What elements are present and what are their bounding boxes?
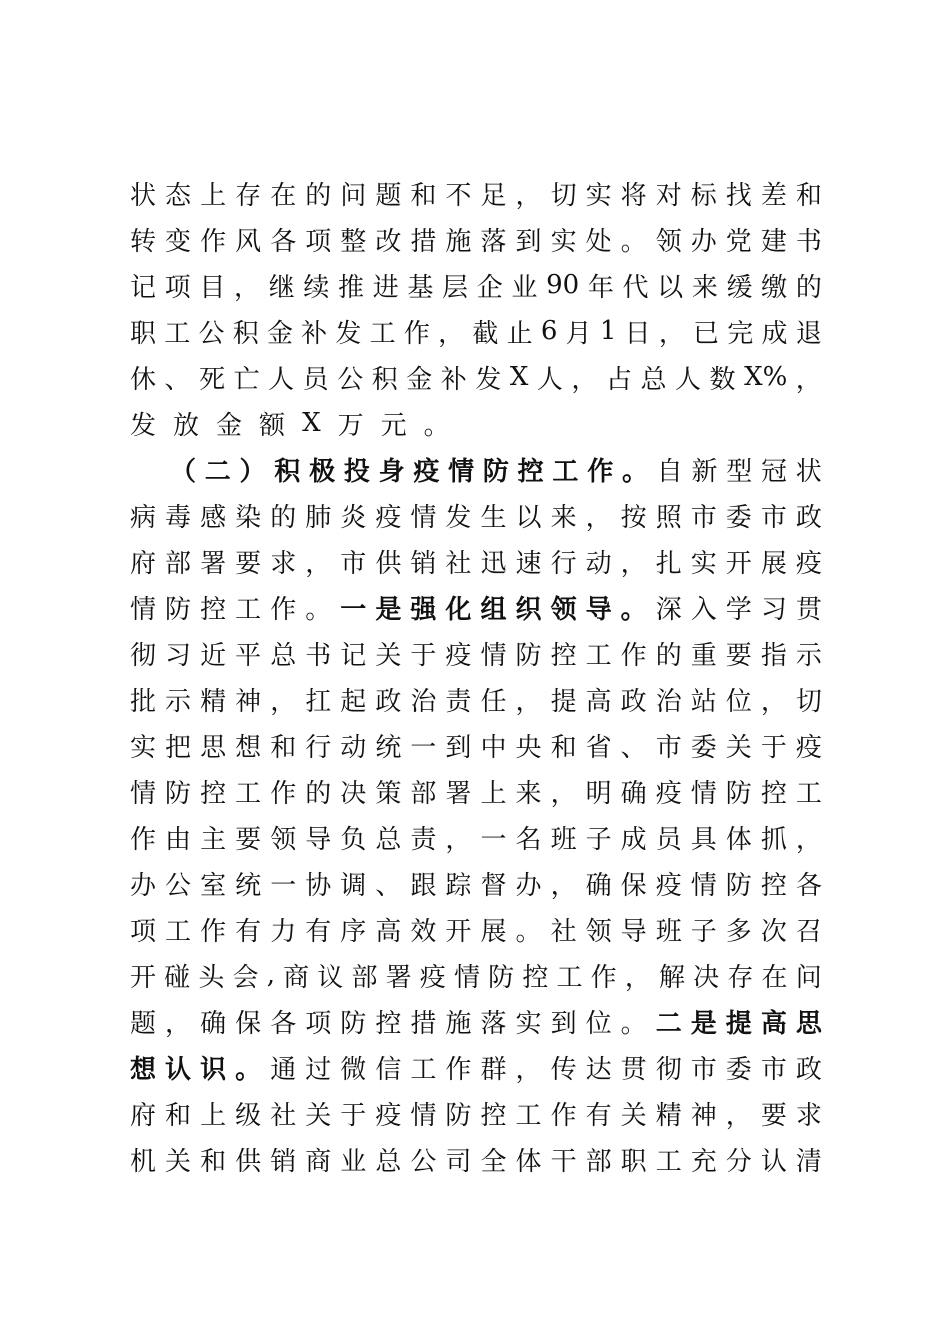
document-body — [130, 170, 822, 1182]
text-line: 彻 习 近 平 总 书 记 关 于 疫 情 防 控 工 作 的 重 要 指 示 — [130, 640, 822, 671]
text-line: 记 项 目 ， 继 续 推 进 基 层 企 业 90 年 代 以 来 缓 缴 的 — [130, 270, 822, 303]
text-line: 发 放 金 额 X 万 元 。 — [130, 408, 450, 441]
text-line: 实 把 思 想 和 行 动 统 一 到 中 央 和 省 、 市 委 关 于 疫 — [130, 732, 822, 763]
text-line: 转 变 作 风 各 项 整 改 措 施 落 到 实 处 。 领 办 党 建 书 — [130, 226, 822, 257]
text-line: 批 示 精 神 ， 扛 起 政 治 责 任 ， 提 高 政 治 站 位 ， 切 — [130, 686, 822, 717]
text-line: 病 毒 感 染 的 肺 炎 疫 情 发 生 以 来 ， 按 照 市 委 市 政 — [130, 502, 822, 533]
text-line: 办 公 室 统 一 协 调 、 跟 踪 督 办 ， 确 保 疫 情 防 控 各 — [130, 870, 822, 901]
text-line: 题 ， 确 保 各 项 防 控 措 施 落 实 到 位 。 二 是 提 高 思 — [130, 1008, 822, 1039]
text-line: 职 工 公 积 金 补 发 工 作 ， 截 止 6 月 1 日 ， 已 完 成 退 — [130, 316, 822, 349]
text-line: 作 由 主 要 领 导 负 总 责 ， 一 名 班 子 成 员 具 体 抓 ， — [130, 824, 822, 855]
text-line: 项 工 作 有 力 有 序 高 效 开 展 。 社 领 导 班 子 多 次 召 — [130, 916, 822, 947]
text-line: 情 防 控 工 作 的 决 策 部 署 上 来 ， 明 确 疫 情 防 控 工 — [130, 778, 822, 809]
text-line: 开 碰 头 会 , 商 议 部 署 疫 情 防 控 工 作 ， 解 决 存 在 问 — [130, 960, 822, 993]
text-line: 想 认 识 。 通 过 微 信 工 作 群 ， 传 达 贯 彻 市 委 市 政 — [130, 1054, 822, 1085]
text-line: 府 部 署 要 求 ， 市 供 销 社 迅 速 行 动 ， 扎 实 开 展 疫 — [130, 548, 822, 579]
text-line: （ 二 ） 积 极 投 身 疫 情 防 控 工 作 。 自 新 型 冠 状 — [170, 456, 822, 487]
text-line: 状 态 上 存 在 的 问 题 和 不 足 ， 切 实 将 对 标 找 差 和 — [130, 180, 822, 211]
text-line: 情 防 控 工 作 。 一 是 强 化 组 织 领 导 。 深 入 学 习 贯 — [130, 594, 822, 625]
text-line: 府 和 上 级 社 关 于 疫 情 防 控 工 作 有 关 精 神 ， 要 求 — [130, 1100, 822, 1131]
text-line: 机 关 和 供 销 商 业 总 公 司 全 体 干 部 职 工 充 分 认 清 — [130, 1146, 822, 1177]
text-line: 休 、 死 亡 人 员 公 积 金 补 发 X 人 ， 占 总 人 数 X% ， — [130, 362, 822, 395]
